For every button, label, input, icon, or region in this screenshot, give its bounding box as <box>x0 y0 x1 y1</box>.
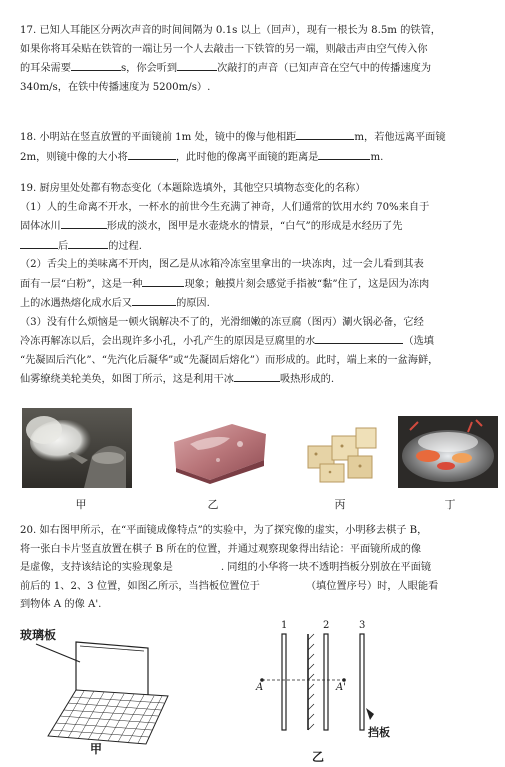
q18-blank-distance[interactable] <box>296 128 354 140</box>
q19-line8: （3）没有什么烦恼是一顿火锅解决不了的，光滑细嫩的冻豆腐（图丙）涮火锅必备，它经 <box>20 316 424 328</box>
q17-text-3b: s，你会听到 <box>120 63 178 74</box>
q18-blank-size[interactable] <box>128 148 176 160</box>
q20-line5: 到物体 A 的像 A'. <box>20 599 102 610</box>
q17-blank-time[interactable] <box>71 59 121 71</box>
q18-text-1b: m，若他远离平面镜 <box>354 132 446 143</box>
figure-jia-glass-plate <box>18 626 178 761</box>
figure-yi-mirror-setup <box>248 620 408 765</box>
caption-bing: 丙 <box>334 498 346 511</box>
q19-line7 <box>20 294 492 314</box>
q18-text-1a: 18. 小明站在竖直放置的平面镜前 1m 处，镜中的像与他相距 <box>20 132 297 143</box>
q17-text-3a: 的耳朵需要 <box>20 63 71 74</box>
photo-row <box>0 392 505 522</box>
q19-blank-then[interactable] <box>68 237 108 249</box>
photo-frozen-tofu <box>302 416 382 486</box>
q20-blank-position[interactable] <box>260 578 306 589</box>
position-3-label: 3 <box>359 620 366 631</box>
figure-jia-caption: 甲 <box>90 742 103 756</box>
q17-blank-count[interactable] <box>177 59 217 71</box>
q19-blank-first[interactable] <box>20 237 58 249</box>
q19-line11 <box>20 370 492 390</box>
q19-line9 <box>20 332 492 352</box>
q19-blank-dry-ice[interactable] <box>234 370 280 382</box>
q17-line2: 如果你将耳朵贴在铁管的一端让另一个人去敲击一下铁管的另一端，则敲击声由空气传入你 <box>20 43 428 55</box>
q19-text-7b: 的原因. <box>176 298 210 309</box>
baffle-label: 挡板 <box>368 726 390 739</box>
q19-text-6b: 现象；触摸片刻会感觉手指被“黏”住了，这是因为冻肉 <box>184 278 430 290</box>
q18-text-2c: m. <box>370 151 384 163</box>
glass-plate-label: 玻璃板 <box>20 628 57 642</box>
q17-text-3c: 次敲打的声音（已知声音在空气中的传播速度为 <box>217 63 432 74</box>
q19-line3 <box>20 217 492 237</box>
q19-text-9a: 冷冻再解冻以后，会出现许多小孔，小孔产生的原因是豆腐里的水 <box>20 336 316 347</box>
q17-line1: 17. 已知人耳能区分两次声音的时间间隔为 0.1s 以上（回声），现有一根长为 8.5m 的铁管， <box>20 25 441 36</box>
q20-line3 <box>20 559 492 578</box>
question-20 <box>20 522 492 615</box>
question-18 <box>20 128 492 167</box>
q20-text-4b: （填位置序号）时，人眼能看 <box>305 580 439 592</box>
mirror-setup-drawing <box>248 620 408 765</box>
q18-line2 <box>20 148 492 168</box>
q19-line1: 19. 厨房里处处都有物态变化（本题除选填外，其他空只填物态变化的名称） <box>20 183 366 194</box>
q19-blank-phenomenon[interactable] <box>142 275 184 287</box>
q19-blank-tofu[interactable] <box>315 332 403 344</box>
q17-line4: 340m/s，在铁中传播速度为 5200m/s）. <box>20 81 211 93</box>
q20-line4 <box>20 578 492 597</box>
q19-text-11b: 吸热形成的. <box>279 374 335 385</box>
q18-text-2a: 2m，则镜中像的大小将 <box>20 151 128 163</box>
q19-text-4a: 后 <box>58 240 69 252</box>
figure-yi-caption: 乙 <box>312 750 325 764</box>
object-a-label: A <box>256 682 264 693</box>
q19-line10: “先凝固后汽化”、“先汽化后凝华”或“先凝固后熔化”）而形成的。此时，端上来的一盆海鲜， <box>20 354 439 366</box>
question-19 <box>20 180 492 390</box>
photo-kettle-steam <box>22 408 132 488</box>
question-17 <box>20 22 492 97</box>
q20-text-3b: . 同组的小华将一块不透明挡板分别放在平面镜 <box>220 562 432 573</box>
q19-line4 <box>20 237 492 257</box>
q20-text-3a: 是虚像，支持该结论的实验现象是 <box>20 562 173 573</box>
q19-line5: （2）舌尖上的美味离不开肉，图乙是从冰箱冷冻室里拿出的一块冻肉，过一会儿看到其表 <box>20 259 424 270</box>
q19-text-3a: 固体冰川 <box>20 221 61 232</box>
q18-line1 <box>20 128 492 148</box>
q17-line3 <box>20 59 492 79</box>
photo-seafood-platter <box>398 416 498 488</box>
q19-text-7a: 上的冰遇热熔化成水后又 <box>20 298 133 309</box>
q20-line2: 将一张白卡片竖直放置在棋子 B 所在的位置，并通过观察现象得出结论：平面镜所成的像 <box>20 543 422 555</box>
position-2-label: 2 <box>323 620 330 631</box>
caption-jia: 甲 <box>75 498 87 511</box>
caption-ding: 丁 <box>444 498 456 511</box>
photo-frozen-meat <box>170 420 270 484</box>
q20-blank-phenomenon[interactable] <box>173 559 221 570</box>
q19-text-4b: 的过程. <box>108 240 142 252</box>
q19-text-11a: 仙雾缭绕美轮美奂，如图丁所示，这是利用干冰 <box>20 374 234 385</box>
q18-blank-image-distance[interactable] <box>318 148 370 160</box>
q19-text-9b: （选填 <box>403 336 434 347</box>
position-1-label: 1 <box>281 620 288 631</box>
q19-line2: （1）人的生命离不开水，一杯水的前世今生充满了神奇，人们通常的饮用水约 70%来自于 <box>20 201 430 213</box>
caption-yi: 乙 <box>207 498 219 511</box>
q20-line1: 20. 如右图甲所示，在“平面镜成像特点”的实验中，为了探究像的虚实，小明移去棋子 B， <box>20 525 428 536</box>
q19-line6 <box>20 275 492 295</box>
q19-blank-glacier[interactable] <box>61 217 107 229</box>
q19-text-3b: 形成的淡水，图甲是水壶烧水的情景，“白气”的形成是水经历了先 <box>106 221 403 232</box>
q18-text-2b: ，此时他的像离平面镜的距离是 <box>175 151 319 163</box>
q20-text-4a: 前后的 1、2、3 位置，如图乙所示，当挡板位置位于 <box>20 580 260 592</box>
q19-blank-refreeze[interactable] <box>132 294 176 306</box>
q19-text-6a: 面有一层“白粉”，这是一种 <box>20 278 143 290</box>
image-a-prime-label: A' <box>336 682 346 693</box>
